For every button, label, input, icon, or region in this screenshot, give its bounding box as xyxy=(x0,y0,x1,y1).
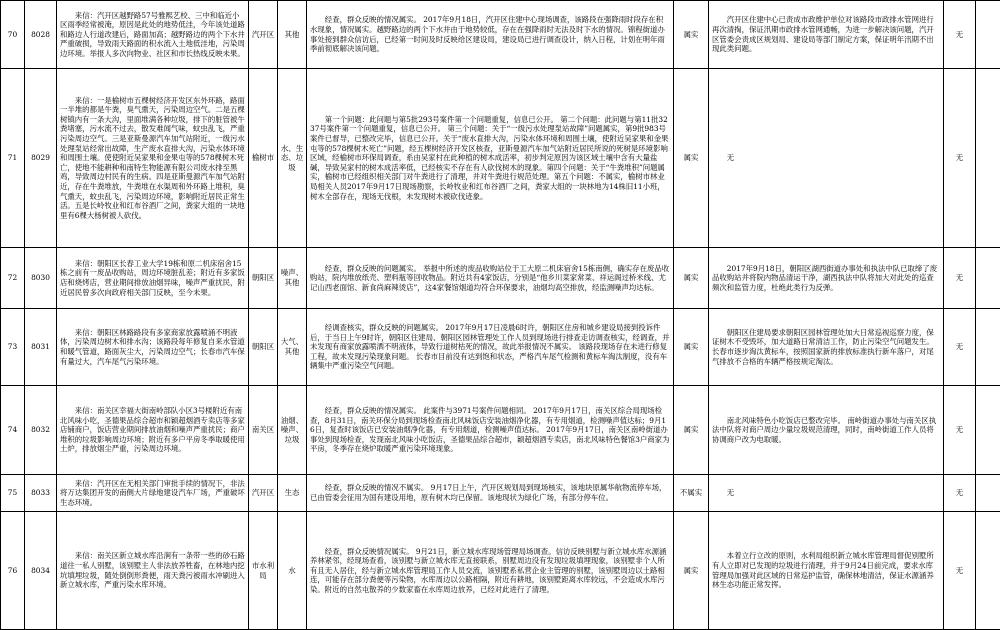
pollution-type xyxy=(278,475,307,512)
verdict xyxy=(674,386,709,475)
district xyxy=(249,512,278,630)
case-number xyxy=(25,475,57,512)
verdict-text: 属实 xyxy=(675,566,707,576)
complaint-text xyxy=(57,1,249,69)
handling-result xyxy=(709,512,944,630)
accountability-text: 无 xyxy=(945,30,974,40)
table-row xyxy=(1,475,1000,512)
accountability xyxy=(944,475,976,512)
complaint-text xyxy=(57,69,249,248)
accountability-text: 无 xyxy=(945,153,974,163)
verdict xyxy=(674,248,709,309)
accountability xyxy=(944,512,976,630)
complaint-text xyxy=(57,386,249,475)
pollution-type-text: 生态 xyxy=(279,488,305,498)
verdict-text: 属实 xyxy=(675,273,707,283)
pollution-type xyxy=(278,248,307,309)
case-number xyxy=(25,1,57,69)
district xyxy=(249,386,278,475)
row-index-text: 73 xyxy=(2,342,23,352)
investigation-result xyxy=(307,475,674,512)
handling-result xyxy=(709,309,944,386)
district-text: 南关区 xyxy=(250,425,276,435)
handling-result xyxy=(709,69,944,248)
accountability-text: 无 xyxy=(945,342,974,352)
row-index xyxy=(1,1,25,69)
blank-cell xyxy=(976,309,1000,386)
blank-cell xyxy=(976,512,1000,630)
investigation-result-text: 经调查核实，群众反映的问题属实。 2017年9月17日凌晨6时许，朝阳区住房和城乡建设局接到投诉件后，于当日上午9时许，朝阳区住建局、朝阳区园林管理处工作人员到现场进行排查走访调查核实，经调查，并未发现有商家放露喷洒不明液体，导致行道树枯死的情况，故此举报情况不属实。 该路段现场存在未进行修复工程，故未发现污染现象问题。 长春市目前没有达到饱和状态，严格汽车尾气检测和黄标车淘汰制度，没有车辆集中严重污染空气问题。 xyxy=(310,323,670,371)
case-number-text: 8031 xyxy=(26,342,55,352)
verdict xyxy=(674,69,709,248)
handling-result-text: 汽开区住建中心已责成市政维护单位对该路段市政排水管网进行再次清掏，保证汛期市政排水管网通畅，为进一步解决该问题，汽开区管委会责成区规划局、建设局等部门制定方案，保证明年汛期不出现此类问题。 xyxy=(712,15,940,53)
verdict-text: 属实 xyxy=(675,425,707,435)
row-index xyxy=(1,475,25,512)
row-index-text: 76 xyxy=(2,566,23,576)
pollution-type xyxy=(278,386,307,475)
blank-cell xyxy=(976,248,1000,309)
case-number-text: 8029 xyxy=(26,153,55,163)
accountability-text: 无 xyxy=(945,273,974,283)
complaint-text-text: 来信：一是榆树市五棵树经济开发区东外环路，路面一半堆的都是牛粪，臭气熏天，污染周边空气。二是五棵树镇内有一条大沟，里面堆满各种垃圾，排下的脏管被牛粪堵塞，污水流不过去，散发难闻气味，蚊虫乱飞，严重污染周边空气。三是亚斯曼源汽车加气站附近，一级污水处理泵站经常出故障，生产废水直排大沟，污染水体环境和周围土壤。使使附近吴家果和金果屯等的578棵树木死亡，使地不能耕种和南特生物能源有限公司废水排至黑鸡，导致周边村民有的生病。四是亚斯曼源汽车加气站附近，存在牛粪堆放，牛粪堆在水渠周和外环路上堆积，臭气熏天，蚊虫乱飞，污染周边环境，影响附近居民正常生活。五是长岭牧业和红布谷酒厂之间，粪家大组的一块地里有6棵大杨树被人砍伐。 xyxy=(60,96,245,221)
handling-result xyxy=(709,475,944,512)
complaint-text xyxy=(57,475,249,512)
verdict xyxy=(674,309,709,386)
pollution-type xyxy=(278,1,307,69)
investigation-result xyxy=(307,512,674,630)
district-text: 朝阳区 xyxy=(250,273,276,283)
verdict xyxy=(674,512,709,630)
case-number xyxy=(25,248,57,309)
district-text: 朝阳区 xyxy=(250,342,276,352)
complaint-text-text: 来信：朝阳区长春工业大学19栋和原二机床宿舍15栋之前有一废品收购站，周边环境脏乱差；附近有多家饭店和烧烤店，营业期间排放油烟异味，噪声严重扰民，附近居民曾多次向政府相关部门反映，至今未果。 xyxy=(60,259,245,297)
complaint-text-text: 来信：南关区新立城水库沿涧有一条带一些的砂石路道往一私人别墅，该别墅主人非法放养牲畜，在林地内挖坑填埋垃圾，随处倒倒形粪便，雨天粪污被雨水冲刷进入新立城水库，严重污染水库环境。 xyxy=(60,551,245,589)
district-text: 汽开区 xyxy=(250,30,276,40)
accountability xyxy=(944,248,976,309)
complaint-text-text: 来信：南关区幸福大街南岭部队小区3号楼附近有南北风味小吃，圣德果品综合超市和颖超烟酒专卖店等多家店铺商户，饭店营业期间排放油烟和噪声严重扰民；商户堆积的垃圾影响周边环境；附近有多户平房冬季取暖使用土炉，排放烟尘严重，污染周边环境。 xyxy=(60,406,245,454)
blank-cell xyxy=(976,386,1000,475)
investigation-result-text: 经查，群众反映情况属实。 9月21日，新立城水库现场管理局场调查。信访反映别墅与新立城水库水源涵养林紧邻，经现场查看，该别墅与新立城水库无直接联系，别墅周边没有发现垃圾填埋现象，该别墅非个人所有且无人居住，经与新立城水库管理局工作人员交流，该别墅系私营企业主管理的别墅，该别墅周边以土路相连，可能存在部分粪便等污染物，水库周边以公路相隔，附近有耕地，该别墅距离水库较远，不会造成水库污染。附近的自然屯散养的少数家畜在水库周边放养，已经对此进行了清理。 xyxy=(310,547,670,595)
investigation-result-text: 经查，群众反映的情况不属实。 9月17日上午，汽开区规划局到现场核实，该地块原属华航物流停车场，已由管委会征用为国有建设用地，原有树木均已保留。该地现状为绿化广场，有部分停车位。 xyxy=(310,483,670,502)
case-number-text: 8033 xyxy=(26,488,55,498)
complaint-text xyxy=(57,248,249,309)
district xyxy=(249,475,278,512)
row-index-text: 72 xyxy=(2,273,23,283)
table-row xyxy=(1,309,1000,386)
investigation-result xyxy=(307,248,674,309)
table-row xyxy=(1,386,1000,475)
investigation-result xyxy=(307,69,674,248)
case-number xyxy=(25,512,57,630)
row-index xyxy=(1,248,25,309)
case-number-text: 8030 xyxy=(26,273,55,283)
pollution-type-text: 油烟、噪声、垃圾 xyxy=(279,416,305,445)
verdict-text: 属实 xyxy=(675,30,707,40)
investigation-result xyxy=(307,1,674,69)
case-number xyxy=(25,309,57,386)
investigation-result xyxy=(307,309,674,386)
pollution-type xyxy=(278,69,307,248)
blank-cell xyxy=(976,1,1000,69)
row-index-text: 75 xyxy=(2,488,23,498)
complaint-text-text: 来信：汽开区越野路57号雅熙艺校、三中和临近小区雨季经常被淹，原因是此处的地势低洼，今年该处道路和路边人行道改建后，路面加高；越野路边的两个下水井严重破损，导致雨天路面的积水流入土地低洼地，污染周边环境。举报人多次向物业、社区和市长热线反映未果。 xyxy=(60,11,245,59)
district xyxy=(249,309,278,386)
case-number xyxy=(25,69,57,248)
pollution-type xyxy=(278,309,307,386)
investigation-result-text: 经查，群众反映的问题属实。 举报中所述的废品收购站位于工大原二机床宿舍15栋南侧，确实存在废品收购站，院内堆放纸壳、塑料瓶等回收物品。附近共有4家饭店，分别是“他乡川菜家常菜、祥运阁过桥米线、尤记山西老面馆、新食尚麻辣烫店”，这4家餐馆烟道均符合环保要求，油烟均高空排放，经监测噪声均达标。 xyxy=(310,264,670,293)
handling-result-text: 2017年9月18日，朝阳区湖西街道办事处和执法中队已取缔了废品收购站并将院内物品清运干净，湖西执法中队将加大对此处的巡查频次和监管力度，杜绝此类行为反弹。 xyxy=(712,264,940,293)
district xyxy=(249,1,278,69)
case-number xyxy=(25,386,57,475)
accountability xyxy=(944,309,976,386)
verdict-text: 不属实 xyxy=(675,488,707,498)
handling-result xyxy=(709,386,944,475)
complaint-text-text: 来信：朝阳区林路路段有多家商家放露喷涌不明液体，污染周边树木和排水沟；该路段每年修复自来水管道和暖气管道，路面灰尘大，污染周边空气；长春市汽车保有量过大，汽车尾气污染环境。 xyxy=(60,328,245,366)
handling-result xyxy=(709,1,944,69)
pollution-type-text: 水、生态、垃圾 xyxy=(279,144,305,173)
district-text: 榆树市 xyxy=(250,153,276,163)
table-row xyxy=(1,69,1000,248)
row-index xyxy=(1,69,25,248)
accountability xyxy=(944,69,976,248)
district-text: 市水利局 xyxy=(250,561,276,580)
pollution-type-text: 水 xyxy=(279,566,305,576)
pollution-type-text: 噪声、其他 xyxy=(279,268,305,287)
row-index-text: 70 xyxy=(2,30,23,40)
handling-result-text: 南北风味特色小吃饭店已整改完毕。 南岭街道办事处与南关区执法中队将对商户周边少量垃圾规范清理，同时，南岭街道工作人员将协调商户改为电取暖。 xyxy=(712,416,940,445)
accountability-text: 无 xyxy=(945,425,974,435)
row-index xyxy=(1,512,25,630)
handling-result xyxy=(709,248,944,309)
complaint-text xyxy=(57,309,249,386)
accountability-text: 无 xyxy=(945,566,974,576)
investigation-result-text: 经查，群众反映的情况属实。 此案件与3971号案件问题相同。 2017年9月17日，南关区综合局现场检查，8月31日，南关环保分局到现场检查南北风味饭店安装油烟净化器，有专用烟道，检测噪声值达标；9月16日，复查时该饭店已安装油烟净化器，有专用烟道，检测噪声值达标。 2017年9月17日，南关区南岭街道办事处到现场检查，发现南北风味小吃饭店，圣德果品综合超市，颖超烟酒专卖店，南北风味特色餐馆3户商家为平房，冬季存在烧炉取暖严重污染环境现象。 xyxy=(310,406,670,454)
verdict-text: 属实 xyxy=(675,153,707,163)
verdict xyxy=(674,1,709,69)
row-index xyxy=(1,386,25,475)
handling-result-text: 无 xyxy=(712,488,940,498)
verdict-text: 属实 xyxy=(675,342,707,352)
accountability xyxy=(944,386,976,475)
row-index-text: 74 xyxy=(2,425,23,435)
district-text: 汽开区 xyxy=(250,488,276,498)
complaint-text-text: 来信：汽开区在无相关部门审批手续的情况下，非法将万达集团开发的南侧大片绿地建设汽车厂场，严重破坏生态环境。 xyxy=(60,479,245,508)
handling-result-text: 朝阳区住建局要求朝阳区园林管理处加大日常巡视巡察力度，保证树木不受毁坏，加大道路日常清洁工作，防止污染空气问题发生。 长春市逐步淘汰黄标车，按照国家新的排放标准执行新车落户，对尾气排放不合格的车辆严格按规定淘汰。 xyxy=(712,328,940,366)
case-number-text: 8032 xyxy=(26,425,55,435)
handling-result-text: 无 xyxy=(712,153,940,163)
complaint-text xyxy=(57,512,249,630)
table-row xyxy=(1,1,1000,69)
handling-result-text: 本着立行立改的原则，水利局组织新立城水库管理局督促别墅所有人立即对已发现的垃圾进行清理，并于9月24日前完成，要求水库管理局加强对此区域的日常巡护监管，确保林地清洁，保证水源涵养林生态功能正常发挥。 xyxy=(712,551,940,589)
investigation-result-text: 第一个问题：此问题与第5批293号案件第一个问题重复，信息已公开。 第二个问题：此问题与第11批3237号案件第一个问题重复，信息已公开。 第三个问题：关于“一级污水处理泵站故障”问题属实，第9批983号案件已督导，已整改完毕，信息已公开。关于“废水直排大沟，污染水体环境和周围土壤，使附近吴家果和金果屯等的578棵树木死亡”问题，经五棵树经济开发区核查，亚斯曼源汽车加气站附近居民所说的死树是环境影响区域，经榆树市环保局调查，系由吴家村在此种植的树木成活率，初步判定原因为该区域土壤中含有大量盐碱，导致吴家村的树木成活率低，已经核实不存在有人砍伐树木的现象。第四个问题：关于“牛粪堆积”问题属实，榆树市已经组织相关部门对牛粪进行了清理，并对牛粪进行规范处理。第五个问题：不属实，榆树市林业局相关人员2017年9月17日现场勘察，长岭牧业和红布谷酒厂之间，粪家大组的一块林地为14株旧11小班，树木全部存在，现场无伐根，未发现树木被砍伐迹象。 xyxy=(310,115,670,201)
investigation-result-text: 经查，群众反映的情况属实。 2017年9月18日，汽开区住建中心现场调查，该路段在强降雨时段存在积水现象，情况属实。越野路边的两个下水井由于地势较低，存在在强降雨时无法及时下水的情况。锦程街道办事处接到群众信访后，已经第一时间及时反映给区建设局，建设局已进行调查设计，纳入日程，计划在明年雨季前彻底解决该问题。 xyxy=(310,15,670,53)
table-row xyxy=(1,248,1000,309)
pollution-type-text: 其他 xyxy=(279,30,305,40)
row-index-text: 71 xyxy=(2,153,23,163)
accountability xyxy=(944,1,976,69)
blank-cell xyxy=(976,475,1000,512)
pollution-type-text: 大气、其他 xyxy=(279,337,305,356)
pollution-type xyxy=(278,512,307,630)
district xyxy=(249,248,278,309)
blank-cell xyxy=(976,69,1000,248)
accountability-text: 无 xyxy=(945,488,974,498)
row-index xyxy=(1,309,25,386)
district xyxy=(249,69,278,248)
table-row xyxy=(1,512,1000,630)
case-number-text: 8028 xyxy=(26,30,55,40)
verdict xyxy=(674,475,709,512)
case-number-text: 8034 xyxy=(26,566,55,576)
investigation-result xyxy=(307,386,674,475)
